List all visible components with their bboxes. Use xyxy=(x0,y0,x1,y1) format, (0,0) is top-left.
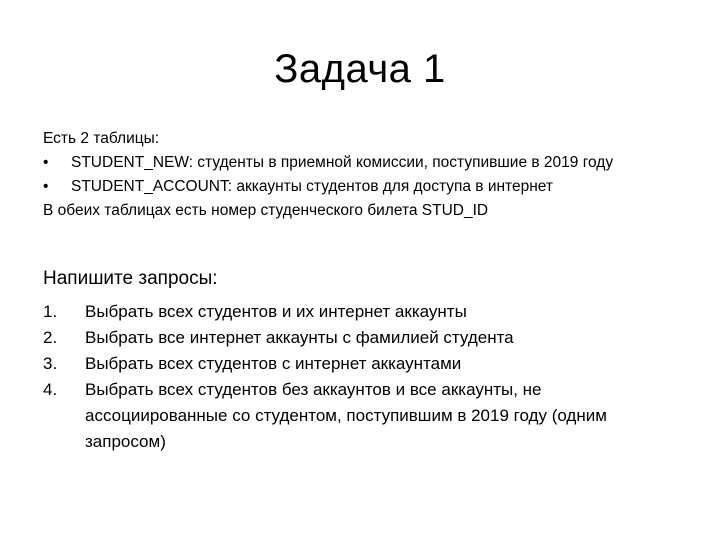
bullet-text: STUDENT_ACCOUNT: аккаунты студентов для доступа в интернет xyxy=(71,178,553,195)
task-text: Выбрать все интернет аккаунты с фамилией студента xyxy=(85,328,514,347)
task-number: 1. xyxy=(43,302,58,321)
task-text: Выбрать всех студентов с интернет аккаунтами xyxy=(85,354,462,373)
task-list xyxy=(43,299,683,455)
bullet-student-account xyxy=(43,175,693,199)
task-item xyxy=(43,325,683,351)
intro-block xyxy=(43,127,693,223)
bullet-icon: • xyxy=(43,178,49,195)
task-item xyxy=(43,351,683,377)
task-text: Выбрать всех студентов и их интернет аккаунты xyxy=(85,302,467,321)
intro-tables-line: Есть 2 таблицы: xyxy=(43,130,160,147)
bullet-text: STUDENT_NEW: студенты в приемной комиссии, поступившие в 2019 году xyxy=(71,154,614,171)
task-item xyxy=(43,377,683,455)
task-number: 2. xyxy=(43,328,58,347)
queries-heading: Напишите запросы: xyxy=(43,268,218,289)
bullet-icon: • xyxy=(43,154,49,171)
task-number: 3. xyxy=(43,354,58,373)
task-text: Выбрать всех студентов без аккаунтов и все аккаунты, не ассоциированные со студентом, поступившим в 2019 году (одним запросом) xyxy=(85,380,607,451)
bullet-student-new xyxy=(43,151,693,175)
task-item xyxy=(43,299,683,325)
task-number: 4. xyxy=(43,380,58,399)
intro-stud-id-line: В обеих таблицах есть номер студенческого билета STUD_ID xyxy=(43,202,489,219)
slide-title: Задача 1 xyxy=(274,47,446,91)
